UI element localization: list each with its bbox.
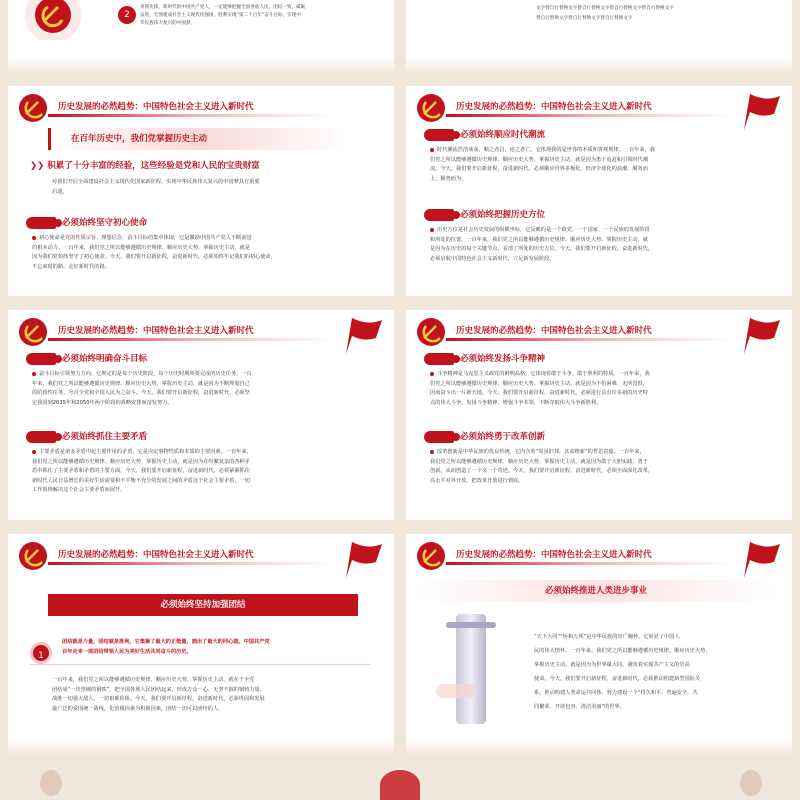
paragraph xyxy=(534,630,710,714)
highlight-text xyxy=(62,638,270,657)
text: 斗争精神是马克思主义政党的鲜明品格，它体现着敢于斗争、敢于胜利的特质。一百年来，我 xyxy=(437,371,650,377)
subheading-text: 必须始终明确奋斗目标 xyxy=(62,354,148,364)
slide-6 xyxy=(406,534,792,754)
slide-header xyxy=(8,310,394,350)
text: 初心使命是党的性质宗旨、理想信念、奋斗目标的集中体现，它是激励中国共产党人不断前进 xyxy=(39,235,252,241)
slide-1 xyxy=(8,86,394,296)
line: 团结就是力量，团结就是胜利，它集聚了最大的正能量，画出了最大的同心圆。中国共产党 xyxy=(62,639,270,645)
slide-4 xyxy=(406,310,792,520)
line: 盾中抓住了主要矛盾和矛盾的主要方面。今天，我们要开启新征程，奋进新时代，必须紧紧抓住 xyxy=(32,468,250,475)
subheading-text: 必须始终发扬斗争精神 xyxy=(460,354,546,364)
paragraph xyxy=(32,370,252,408)
decor xyxy=(406,740,792,754)
line: 系，推动构建人类命运共同体，努力建设一个“持久和平、普遍安全、共 xyxy=(534,690,698,696)
line: 我们党之所以能够遵循历史规律、顺应历史大势、掌握历史主动，就是因为敢于大胆实践，勇于 xyxy=(430,458,648,465)
slide-title: 历史发展的必然趋势：中国特色社会主义进入新时代 xyxy=(456,102,652,112)
number-badge: 2 xyxy=(118,6,136,24)
party-emblem-icon xyxy=(18,0,88,40)
cloud-icon xyxy=(436,684,476,698)
ribbon xyxy=(446,114,732,117)
top-left-text xyxy=(140,4,305,28)
slide-header xyxy=(406,534,792,574)
paragraph xyxy=(32,448,252,496)
text: 主要矛盾是诸多矛盾中起主要作用的矛盾，它是决定事物性质和本质的主要因素。一百年来， xyxy=(39,449,252,455)
section-banner: 在百年历史中，我们党掌握历史主动 xyxy=(48,128,348,150)
line xyxy=(430,146,655,156)
line: 团结成“一块坚硬的钢铁”，把全国各族人民团结起来，形成万众一心、无坚不摧的钢铸力量， xyxy=(52,686,265,693)
divider xyxy=(30,664,370,665)
top-right-text xyxy=(536,4,674,24)
red-flag-icon xyxy=(740,316,784,356)
line: 的根本动力。一百年来，我们党之所以能够遵循历史规律、顺应历史大势、掌握历史主动，就是 xyxy=(32,244,250,251)
line: 因为我们党始终坚守了初心使命。今天，我们要开启新征程，奋进新时代，必须始终牢记我们的初心使命， xyxy=(32,254,276,261)
slide-header xyxy=(8,86,394,126)
number-badge: 1 xyxy=(30,642,52,664)
text: 改革创新是中华民族的优良传统，它内含着“周虽旧邦，其命维新”的哲思意蕴。一百年来， xyxy=(437,449,645,455)
party-emblem-icon xyxy=(414,92,448,124)
decor xyxy=(8,740,394,754)
line: 最广泛的爱国统一战线，化消极因素为积极因素，团结一切可以团结的人。 xyxy=(52,705,224,712)
lantern-icon xyxy=(40,770,62,796)
line xyxy=(430,448,653,458)
bullet-icon xyxy=(430,228,434,232)
subheading xyxy=(424,352,545,365)
bullet-icon xyxy=(430,148,434,152)
line: 点的伟大斗争，发扬斗争精神，增强斗争本领，不断夺取伟大斗争新胜利。 xyxy=(430,399,602,406)
subheading xyxy=(26,430,147,443)
paragraph xyxy=(52,178,260,197)
line: 华民族伟大复兴的中国梦。 xyxy=(140,21,196,26)
slide-header xyxy=(8,534,394,574)
subheading-text: 必须始终坚守初心使命 xyxy=(62,218,148,228)
line: 使命。今天，我们要开启新征程，奋进新时代，必须推动构建新型国际关 xyxy=(534,676,701,682)
line: 不忘来时的路，走好新时代的路。 xyxy=(32,263,110,270)
party-emblem-icon xyxy=(414,540,448,572)
line: 定我国到2035年和2050年两个阶段的战略安排而奋发努力。 xyxy=(32,399,173,406)
subheading xyxy=(26,216,147,229)
line: 青援先锋，新时代的中国共产党人，一定能够把握全国各族人民，团结一致，砥砺 xyxy=(140,5,306,10)
line: 对我们开启全面建设社会主义现代化国家新征程、实现中华民族伟大复兴的中国梦具有重要 xyxy=(52,179,260,185)
pointing-hand-icon xyxy=(26,217,56,229)
section-banner: 必须始终坚持加强团结 xyxy=(48,594,358,616)
slide-top-right xyxy=(406,0,792,72)
paragraph xyxy=(430,146,655,184)
slide-title: 历史发展的必然趋势：中国特色社会主义进入新时代 xyxy=(456,326,652,336)
red-flag-icon xyxy=(342,540,386,580)
pointing-hand-icon xyxy=(26,353,56,365)
bullet-icon xyxy=(32,450,36,454)
line: 创新。从而创造了一个又一个奇迹。今天，我们要开启新征程，奋进新时代，必须全面深化改革， xyxy=(430,468,654,475)
slide-3 xyxy=(8,310,394,520)
pointing-hand-icon xyxy=(26,431,56,443)
text: 历史方位是社会历史发展的纵横坐标，它反映的是一个政党、一个国家、一个民族的发展阶段 xyxy=(437,227,650,233)
subheading-text: 必须始终勇于改革创新 xyxy=(460,432,546,442)
line: 工作围绕解决这个社会主要矛盾而展开。 xyxy=(32,487,126,494)
slide-title: 历史发展的必然趋势：中国特色社会主义进入新时代 xyxy=(456,550,652,560)
text: 时代潮流浩浩荡荡，顺之者昌，逆之者亡。它体现我的是世界的本质和客观规律。一百年来，我 xyxy=(437,147,655,153)
line: 民的伟大情怀。一百年来，我们党之所以能够遵循历史规律、顺应历史大势、 xyxy=(534,648,711,654)
paragraph xyxy=(430,448,653,486)
pointing-hand-icon xyxy=(424,209,454,221)
line: 的阶段性任务。号召全党和全国人民为之奋斗。今天，我们要开启新征程，奋进新时代，必须坚 xyxy=(32,390,250,397)
subheading xyxy=(26,352,147,365)
slide-title: 历史发展的必然趋势：中国特色社会主义进入新时代 xyxy=(58,102,254,112)
line: 我们党之所以能够遵循历史规律、顺应历史大势、掌握历史主动，就是因为在纷繁复杂的各种矛 xyxy=(32,458,250,465)
pointing-hand-icon xyxy=(424,129,454,141)
text: 奋斗目标引领努力方向。它规定的是每个历史阶段，每个历史时期所要完成的历史任务，一百 xyxy=(39,371,252,377)
line xyxy=(430,370,650,380)
decor xyxy=(406,58,792,72)
subheading-text: 必须始终把握历史方位 xyxy=(460,210,546,220)
decor-shape xyxy=(380,770,420,800)
line xyxy=(32,370,252,380)
line: 因而奋斗出一片新天地。今天，我们要开启新征程，奋进新时代，必须进行具有许多新的历史特 xyxy=(430,390,648,397)
ribbon xyxy=(446,562,732,565)
slide-title: 历史发展的必然趋势：中国特色社会主义进入新时代 xyxy=(58,550,254,560)
line: 新时代人民日益增长的美好生活需要和不平衡不充分的发展之间的矛盾这个社会主要矛盾，一切 xyxy=(32,477,250,484)
slide-header xyxy=(406,86,792,126)
line: 上，顺势而为。 xyxy=(430,175,467,182)
line: 战胜一切强大敌人、一切艰难险阻。今天，我们要开启新征程，奋进新时代，必须巩固和发展 xyxy=(52,696,265,703)
red-flag-icon xyxy=(740,92,784,132)
line: 高水平对外开放，把改革开放进行到底。 xyxy=(430,477,524,484)
line: 必须启航中国特色社会主义新时代，立足新发展阶段。 xyxy=(430,255,555,262)
line: “天下大同”“协和万邦”是中华民族的崇广胸怀，它彰显了中国人 xyxy=(534,634,680,640)
party-emblem-icon xyxy=(16,316,50,348)
subheading xyxy=(424,128,545,141)
line: 启迪。 xyxy=(52,188,68,195)
paragraph xyxy=(52,676,265,714)
bullet-icon xyxy=(430,450,434,454)
party-emblem-icon xyxy=(16,540,50,572)
line xyxy=(32,234,276,244)
pointing-hand-icon xyxy=(424,431,454,443)
paragraph xyxy=(32,234,276,272)
line: 流。今天，我们要开启新征程，奋进新时代，必须顺应世界多极化、经济全球化的浪潮，服务而 xyxy=(430,166,648,173)
line: 和所处的位置。一百年来，我们党之所以能够遵循历史规律、顺应历史大势、掌握历史主动，就 xyxy=(430,236,648,243)
line xyxy=(430,226,653,236)
subheading xyxy=(30,159,260,171)
red-flag-icon xyxy=(342,316,386,356)
party-emblem-icon xyxy=(414,316,448,348)
red-flag-icon xyxy=(740,540,784,580)
ribbon xyxy=(48,562,334,565)
slide-top-left xyxy=(8,0,394,72)
pointing-hand-icon xyxy=(424,353,454,365)
chevron-icon: ❯❯ xyxy=(30,161,48,171)
huabiao-pillar-icon xyxy=(456,614,486,724)
subheading-text: 必须始终顺应时代潮流 xyxy=(460,130,546,140)
line: 年来，我们党之所以能够遵循历史规律、顺应历史大势、掌握历史主动，就是因为不断规划自己 xyxy=(32,380,250,387)
line: 是因为在历史的每个关键节点，看清了所处的历史方位。今天，我们要开启新征程，奋进新时代， xyxy=(430,246,654,253)
slide-5 xyxy=(8,534,394,754)
line: 一百年来，我们党之所以能够遵循历史规律、顺应历史大势、掌握历史主动，就在于全党 xyxy=(52,677,255,683)
ribbon xyxy=(446,338,732,341)
party-emblem-icon xyxy=(16,92,50,124)
section-banner: 必须始终推进人类进步事业 xyxy=(416,580,776,602)
line: 百年走来一部团结带领人民为美好生活共同奋斗的历史。 xyxy=(62,648,192,655)
slide-header xyxy=(406,310,792,350)
decor xyxy=(8,58,394,72)
bullet-icon xyxy=(32,372,36,376)
bullet-icon xyxy=(430,372,434,376)
line: 们党之所以能够遵循历史规律、顺应历史大势、掌握历史主动，就是因为勇于追赶和引领时代潮 xyxy=(430,156,648,163)
subheading-text: 积累了十分丰富的经验，这些经验是党和人民的宝贵财富 xyxy=(47,161,260,171)
paragraph xyxy=(430,226,653,264)
line: 掌握历史主动，就是因为为世界谋大同，满负着实现共产主义的崇高 xyxy=(534,662,690,668)
subheading-text: 必须始终抓住主要矛盾 xyxy=(62,432,148,442)
line: 奋进，宏图建成社会主义现代化强国，胜利实现“第二个百年”奋斗目标，实现中 xyxy=(140,13,301,18)
ribbon xyxy=(48,114,334,117)
line: 们党之所以能够遵循历史规律、顺应历史大势、掌握历史主动，就是因为不怕困难、无所畏惧， xyxy=(430,380,648,387)
line: 文字替自行替换文字替自行替换文字替自行替换文字替自行替换文字 xyxy=(536,6,674,11)
slide-2 xyxy=(406,86,792,296)
ribbon xyxy=(48,338,334,341)
lantern-icon xyxy=(740,770,762,796)
subheading xyxy=(424,430,545,443)
line: 同繁荣、开放包容、清洁美丽”的世界。 xyxy=(534,704,625,710)
line xyxy=(32,448,252,458)
paragraph xyxy=(430,370,650,408)
line: 替自行替换文字替自行替换文字替自行替换文字 xyxy=(536,16,633,21)
slide-title: 历史发展的必然趋势：中国特色社会主义进入新时代 xyxy=(58,326,254,336)
bullet-icon xyxy=(32,236,36,240)
subheading xyxy=(424,208,545,221)
